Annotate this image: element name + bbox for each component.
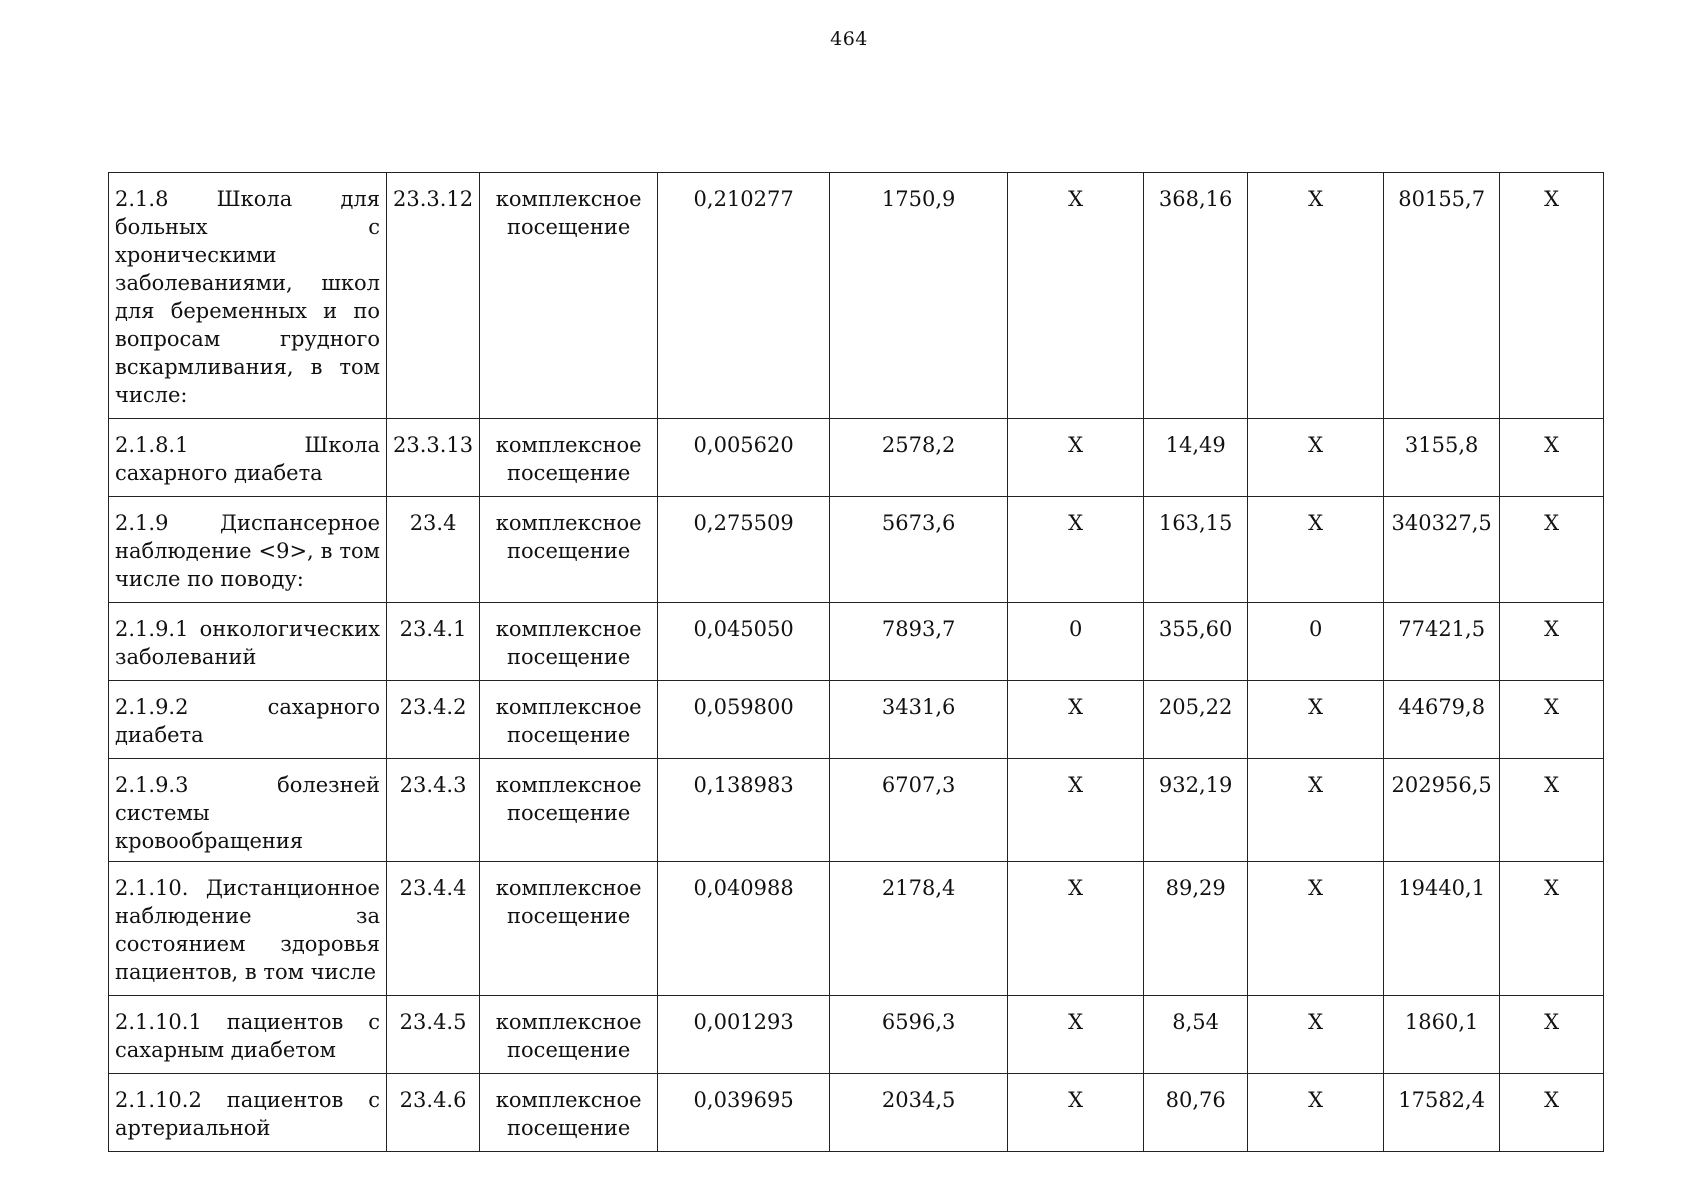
row-code-cell: 23.3.13: [387, 419, 480, 497]
row-unit-cell: комплексное посещение: [480, 759, 658, 862]
row-mark-1-cell: Х: [1008, 497, 1144, 603]
row-mark-3-cell: Х: [1500, 173, 1604, 419]
row-mark-3-cell: Х: [1500, 1074, 1604, 1152]
row-value-2-cell: 2034,5: [830, 1074, 1008, 1152]
row-unit-cell: комплексное посещение: [480, 1074, 658, 1152]
row-mark-3-cell: Х: [1500, 419, 1604, 497]
row-value-3-cell: 355,60: [1144, 603, 1248, 681]
row-value-1-cell: 0,059800: [658, 681, 830, 759]
row-value-1-cell: 0,039695: [658, 1074, 830, 1152]
page-number: 464: [830, 28, 868, 50]
row-value-2-cell: 2178,4: [830, 862, 1008, 996]
row-name-cell: 2.1.10.1 пациентов с сахарным диабетом: [109, 996, 387, 1074]
row-unit-cell: комплексное посещение: [480, 996, 658, 1074]
row-value-4-cell: 19440,1: [1384, 862, 1500, 996]
row-name-cell: 2.1.9.3 болезней системы кровообращения: [109, 759, 387, 862]
row-mark-1-cell: Х: [1008, 996, 1144, 1074]
row-code-cell: 23.4.1: [387, 603, 480, 681]
row-value-2-cell: 3431,6: [830, 681, 1008, 759]
table-row: [109, 996, 1604, 1074]
row-mark-2-cell: Х: [1248, 419, 1384, 497]
row-name-cell: 2.1.10. Дистанционное наблюдение за состоянием здоровья пациентов, в том числе: [109, 862, 387, 996]
row-mark-3-cell: Х: [1500, 497, 1604, 603]
row-mark-1-cell: Х: [1008, 759, 1144, 862]
row-value-3-cell: 368,16: [1144, 173, 1248, 419]
row-value-1-cell: 0,275509: [658, 497, 830, 603]
row-value-4-cell: 44679,8: [1384, 681, 1500, 759]
row-name-cell: 2.1.8 Школа для больных с хроническими заболеваниями, школ для беременных и по вопросам грудного вскармливания, в том числе:: [109, 173, 387, 419]
row-code-cell: 23.4: [387, 497, 480, 603]
row-mark-2-cell: Х: [1248, 996, 1384, 1074]
row-value-3-cell: 163,15: [1144, 497, 1248, 603]
row-mark-3-cell: Х: [1500, 862, 1604, 996]
row-mark-1-cell: Х: [1008, 681, 1144, 759]
row-value-3-cell: 8,54: [1144, 996, 1248, 1074]
row-mark-1-cell: Х: [1008, 419, 1144, 497]
row-mark-2-cell: Х: [1248, 173, 1384, 419]
row-unit-cell: комплексное посещение: [480, 173, 658, 419]
table-row: [109, 419, 1604, 497]
row-code-cell: 23.4.2: [387, 681, 480, 759]
row-name-cell: 2.1.9.1 онкологических заболеваний: [109, 603, 387, 681]
row-value-4-cell: 80155,7: [1384, 173, 1500, 419]
row-value-4-cell: 340327,5: [1384, 497, 1500, 603]
row-unit-cell: комплексное посещение: [480, 497, 658, 603]
row-code-cell: 23.4.4: [387, 862, 480, 996]
row-name-cell: 2.1.8.1 Школа сахарного диабета: [109, 419, 387, 497]
row-unit-cell: комплексное посещение: [480, 419, 658, 497]
row-value-2-cell: 7893,7: [830, 603, 1008, 681]
row-mark-1-cell: Х: [1008, 862, 1144, 996]
row-unit-cell: комплексное посещение: [480, 681, 658, 759]
row-value-1-cell: 0,001293: [658, 996, 830, 1074]
table-row: [109, 173, 1604, 419]
table-row: [109, 603, 1604, 681]
row-code-cell: 23.3.12: [387, 173, 480, 419]
table-row: [109, 759, 1604, 862]
row-mark-3-cell: Х: [1500, 759, 1604, 862]
row-value-4-cell: 1860,1: [1384, 996, 1500, 1074]
row-value-2-cell: 6596,3: [830, 996, 1008, 1074]
row-name-cell: 2.1.9 Диспансерное наблюдение <9>, в том числе по поводу:: [109, 497, 387, 603]
row-value-3-cell: 14,49: [1144, 419, 1248, 497]
row-value-1-cell: 0,210277: [658, 173, 830, 419]
row-mark-1-cell: Х: [1008, 1074, 1144, 1152]
row-unit-cell: комплексное посещение: [480, 603, 658, 681]
row-code-cell: 23.4.6: [387, 1074, 480, 1152]
row-value-4-cell: 77421,5: [1384, 603, 1500, 681]
row-mark-2-cell: Х: [1248, 759, 1384, 862]
data-table: [108, 172, 1604, 1152]
row-value-2-cell: 5673,6: [830, 497, 1008, 603]
row-value-3-cell: 205,22: [1144, 681, 1248, 759]
row-mark-1-cell: 0: [1008, 603, 1144, 681]
row-name-cell: 2.1.10.2 пациентов с артериальной: [109, 1074, 387, 1152]
table-row: [109, 681, 1604, 759]
row-mark-2-cell: Х: [1248, 862, 1384, 996]
row-name-cell: 2.1.9.2 сахарного диабета: [109, 681, 387, 759]
row-value-2-cell: 2578,2: [830, 419, 1008, 497]
row-code-cell: 23.4.3: [387, 759, 480, 862]
row-mark-2-cell: 0: [1248, 603, 1384, 681]
row-value-3-cell: 932,19: [1144, 759, 1248, 862]
row-mark-2-cell: Х: [1248, 681, 1384, 759]
row-value-2-cell: 6707,3: [830, 759, 1008, 862]
row-code-cell: 23.4.5: [387, 996, 480, 1074]
row-value-3-cell: 80,76: [1144, 1074, 1248, 1152]
row-mark-2-cell: Х: [1248, 497, 1384, 603]
row-mark-2-cell: Х: [1248, 1074, 1384, 1152]
row-value-1-cell: 0,045050: [658, 603, 830, 681]
row-value-4-cell: 202956,5: [1384, 759, 1500, 862]
row-value-1-cell: 0,040988: [658, 862, 830, 996]
row-value-4-cell: 3155,8: [1384, 419, 1500, 497]
row-mark-3-cell: Х: [1500, 681, 1604, 759]
row-mark-1-cell: Х: [1008, 173, 1144, 419]
row-value-4-cell: 17582,4: [1384, 1074, 1500, 1152]
row-mark-3-cell: Х: [1500, 603, 1604, 681]
table-row: [109, 862, 1604, 996]
row-value-2-cell: 1750,9: [830, 173, 1008, 419]
table-row: [109, 1074, 1604, 1152]
row-value-1-cell: 0,005620: [658, 419, 830, 497]
row-value-3-cell: 89,29: [1144, 862, 1248, 996]
row-unit-cell: комплексное посещение: [480, 862, 658, 996]
table-row: [109, 497, 1604, 603]
row-value-1-cell: 0,138983: [658, 759, 830, 862]
row-mark-3-cell: Х: [1500, 996, 1604, 1074]
